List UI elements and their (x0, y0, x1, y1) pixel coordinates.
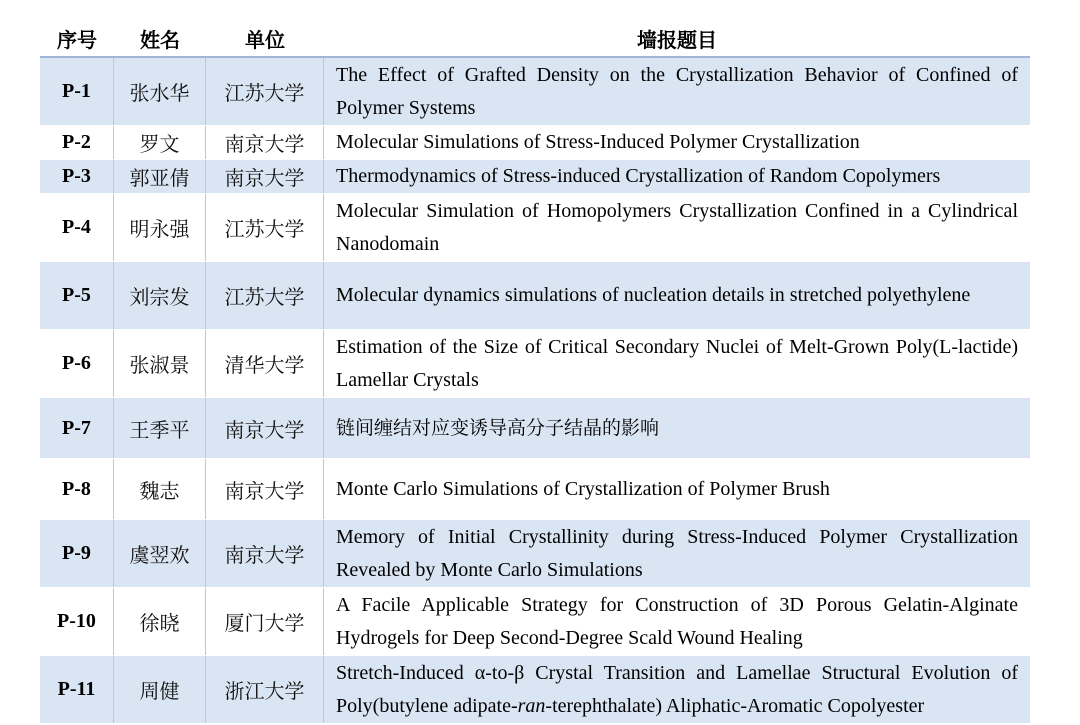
author-unit: 浙江大学 (206, 656, 324, 723)
author-name: 罗文 (114, 126, 206, 159)
poster-id: P-6 (40, 330, 114, 397)
author-unit: 江苏大学 (206, 194, 324, 261)
author-name: 刘宗发 (114, 262, 206, 329)
author-unit: 清华大学 (206, 330, 324, 397)
author-unit: 南京大学 (206, 398, 324, 458)
author-name: 王季平 (114, 398, 206, 458)
author-unit: 江苏大学 (206, 262, 324, 329)
poster-id: P-2 (40, 126, 114, 159)
table-row (40, 58, 1030, 126)
table-row (40, 330, 1030, 398)
table-header (40, 20, 1030, 58)
poster-title: 链间缠结对应变诱导高分子结晶的影响 (336, 416, 660, 439)
author-unit: 南京大学 (206, 160, 324, 193)
poster-title: Molecular Simulations of Stress-Induced Polymer Crystallization (336, 131, 860, 153)
table-row (40, 262, 1030, 330)
poster-id: P-1 (40, 58, 114, 125)
author-unit: 江苏大学 (206, 58, 324, 125)
poster-table (40, 20, 1030, 724)
poster-title (336, 657, 1018, 723)
author-name: 张淑景 (114, 330, 206, 397)
poster-title: Monte Carlo Simulations of Crystallization of Polymer Brush (336, 477, 830, 500)
poster-title: Estimation of the Size of Critical Secondary Nuclei of Melt-Grown Poly(L-lactide) Lamellar Crystals (336, 335, 1018, 391)
table-row (40, 398, 1030, 459)
poster-title: Molecular dynamics simulations of nucleation details in stretched polyethylene (336, 284, 971, 306)
author-unit: 厦门大学 (206, 588, 324, 655)
table-row (40, 160, 1030, 194)
poster-id: P-9 (40, 520, 114, 587)
table-row (40, 588, 1030, 656)
author-name: 魏志 (114, 459, 206, 519)
poster-id: P-5 (40, 262, 114, 329)
table-row (40, 520, 1030, 588)
poster-id: P-10 (40, 588, 114, 655)
poster-id: P-7 (40, 398, 114, 458)
poster-title: Molecular Simulation of Homopolymers Crystallization Confined in a Cylindrical Nanodomain (336, 199, 1018, 255)
poster-id: P-3 (40, 160, 114, 193)
author-name: 张水华 (114, 58, 206, 125)
poster-title: The Effect of Grafted Density on the Crystallization Behavior of Confined of Polymer Systems (336, 63, 1018, 119)
author-unit: 南京大学 (206, 520, 324, 587)
header-name: 姓名 (140, 27, 180, 52)
author-name: 周健 (114, 656, 206, 723)
poster-id: P-11 (40, 656, 114, 723)
author-name: 明永强 (114, 194, 206, 261)
poster-id: P-8 (40, 459, 114, 519)
table-row (40, 194, 1030, 262)
author-unit: 南京大学 (206, 126, 324, 159)
title-italic-part: ran (517, 694, 546, 717)
author-name: 徐晓 (114, 588, 206, 655)
poster-title: A Facile Applicable Strategy for Construction of 3D Porous Gelatin-Alginate Hydrogels for Deep Second-Degree Scald Wound Healing (336, 593, 1018, 649)
title-part: -terephthalate) Aliphatic-Aromatic Copolyester (545, 694, 925, 717)
author-name: 虞翌欢 (114, 520, 206, 587)
poster-title: Thermodynamics of Stress-induced Crystallization of Random Copolymers (336, 165, 941, 187)
table-row (40, 459, 1030, 520)
header-unit: 单位 (245, 27, 285, 52)
author-name: 郭亚倩 (114, 160, 206, 193)
poster-id: P-4 (40, 194, 114, 261)
header-title: 墙报题目 (637, 27, 717, 52)
table-row (40, 126, 1030, 160)
author-unit: 南京大学 (206, 459, 324, 519)
header-no: 序号 (57, 27, 97, 52)
title-part: Stretch-Induced α-to-β Crystal Transition and Lamellae Structural Evolution of Poly(butylene adipate- (336, 661, 1018, 717)
poster-title: Memory of Initial Crystallinity during Stress-Induced Polymer Crystallization Revealed by Monte Carlo Simulations (336, 525, 1018, 581)
table-row (40, 656, 1030, 724)
